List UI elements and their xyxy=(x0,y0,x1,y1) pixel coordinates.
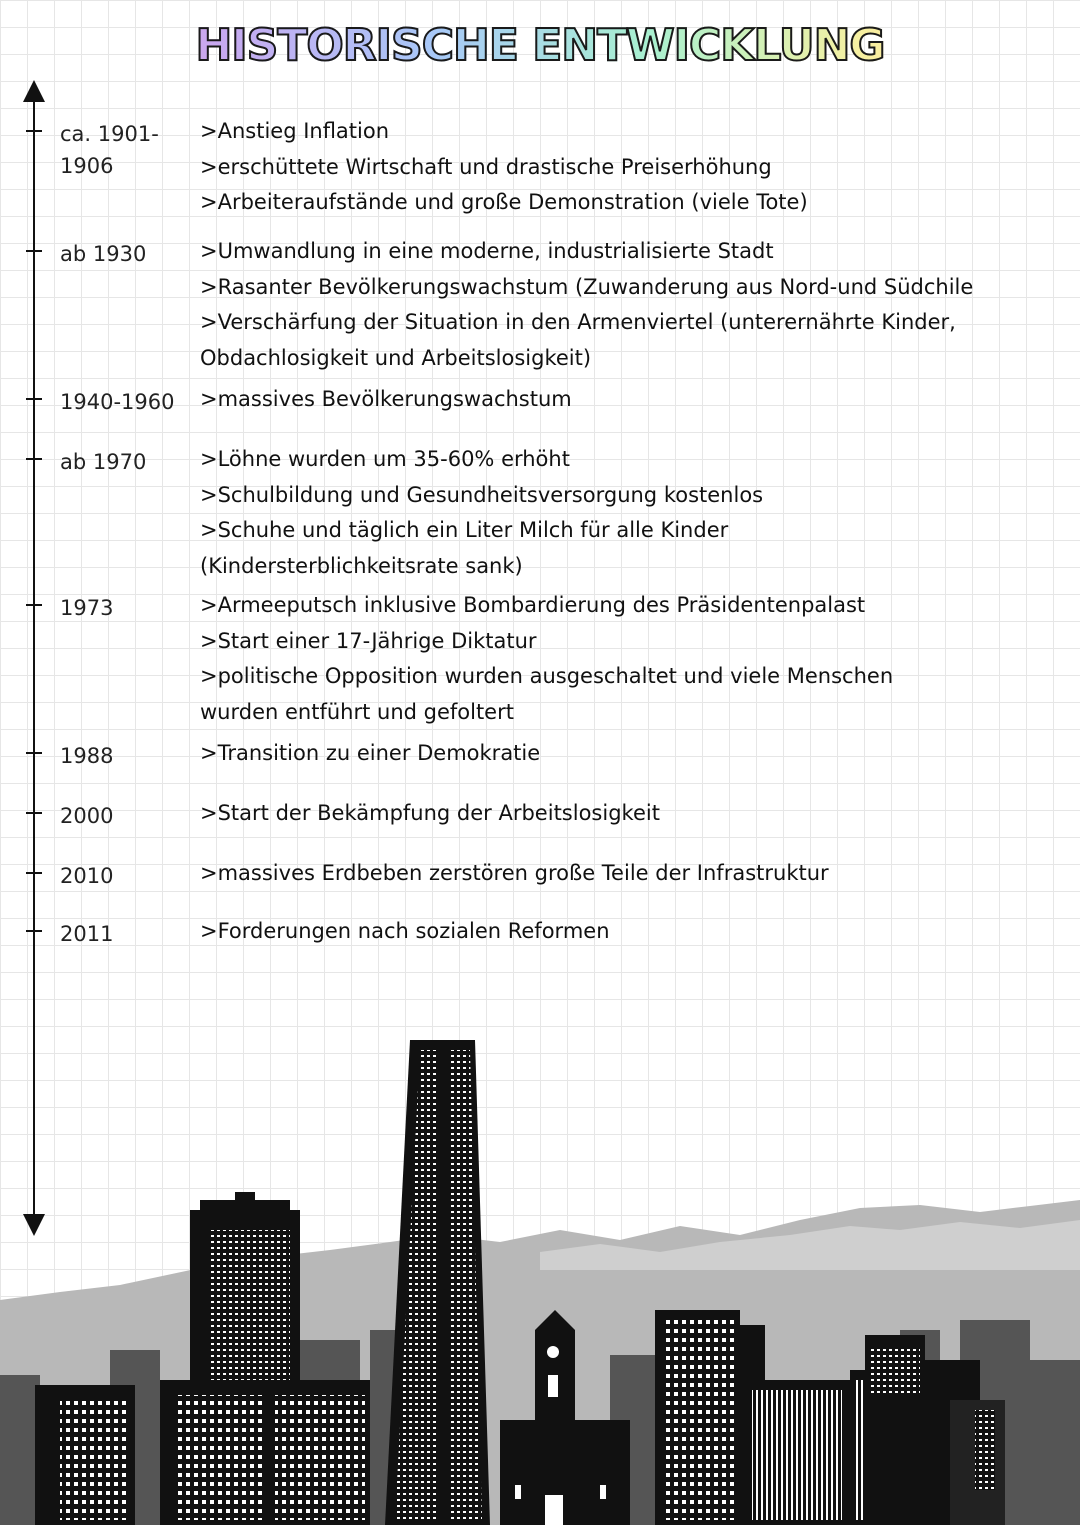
timeline-event-line: >Rasanter Bevölkerungswachstum (Zuwanderung aus Nord-und Südchile xyxy=(200,274,974,299)
timeline-events xyxy=(200,234,1070,376)
timeline-events xyxy=(200,796,1070,832)
timeline-event-line: >Start einer 17-Jährige Diktatur xyxy=(200,628,537,653)
timeline-tick xyxy=(26,130,42,132)
timeline-event-line: >erschüttete Wirtschaft und drastische Preiserhöhung xyxy=(200,154,772,179)
arrow-up-icon xyxy=(23,80,45,102)
timeline-event-line: >Anstieg Inflation xyxy=(200,119,390,143)
timeline-event-line: >Schulbildung und Gesundheitsversorgung kostenlos xyxy=(200,482,764,507)
timeline-date: 2010 xyxy=(60,864,114,888)
timeline-event-line: Obdachlosigkeit und Arbeitslosigkeit) xyxy=(200,345,592,370)
timeline-event-line: (Kindersterblichkeitsrate sank) xyxy=(200,553,523,578)
timeline-event-line: >Forderungen nach sozialen Reformen xyxy=(200,919,610,943)
timeline-event-line: >Löhne wurden um 35-60% erhöht xyxy=(200,447,570,471)
timeline-event-line: >Umwandlung in eine moderne, industrialisierte Stadt xyxy=(200,239,774,263)
timeline-event-line: >Arbeiteraufstände und große Demonstration (viele Tote) xyxy=(200,190,808,214)
timeline-event-line: >Verschärfung der Situation in den Armenviertel (unterernährte Kinder, xyxy=(200,310,956,334)
timeline-event-line: >massives Bevölkerungswachstum xyxy=(200,387,572,411)
timeline-event-line: >massives Erdbeben zerstören große Teile der Infrastruktur xyxy=(200,861,829,885)
timeline-events xyxy=(200,914,1070,950)
timeline-event-line: >Start der Bekämpfung der Arbeitslosigkeit xyxy=(200,801,660,825)
timeline-events xyxy=(200,442,1070,584)
timeline-event-line: wurden entführt und gefoltert xyxy=(200,699,514,724)
timeline-date: ca. 1901- 1906 xyxy=(60,122,159,178)
timeline-date: ab 1970 xyxy=(60,450,147,474)
timeline-tick xyxy=(26,458,42,460)
timeline-date: 1940-1960 xyxy=(60,390,175,414)
timeline-date: ab 1930 xyxy=(60,242,147,266)
timeline-event-line: >Schuhe und täglich ein Liter Milch für alle Kinder xyxy=(200,518,729,542)
timeline-tick xyxy=(26,752,42,754)
timeline-tick xyxy=(26,930,42,932)
timeline-date: 1988 xyxy=(60,744,114,768)
timeline-tick xyxy=(26,872,42,874)
timeline-events xyxy=(200,736,1070,772)
timeline-tick xyxy=(26,812,42,814)
timeline-events xyxy=(200,382,1070,418)
page-title: HISTORISCHE ENTWICKLUNG xyxy=(0,20,1080,71)
timeline-tick xyxy=(26,604,42,606)
timeline-event-line: >Armeeputsch inklusive Bombardierung des Präsidentenpalast xyxy=(200,593,866,617)
timeline-events xyxy=(200,114,1070,221)
timeline-date: 2011 xyxy=(60,922,114,946)
timeline-event-line: >politische Opposition wurden ausgeschaltet und viele Menschen xyxy=(200,664,894,688)
timeline-events xyxy=(200,588,1070,730)
timeline-events xyxy=(200,856,1070,892)
timeline-tick xyxy=(26,398,42,400)
city-skyline-illustration xyxy=(0,1030,1080,1525)
timeline-date: 1973 xyxy=(60,596,114,620)
timeline-event-line: >Transition zu einer Demokratie xyxy=(200,741,541,765)
timeline-tick xyxy=(26,250,42,252)
timeline-date: 2000 xyxy=(60,804,114,828)
